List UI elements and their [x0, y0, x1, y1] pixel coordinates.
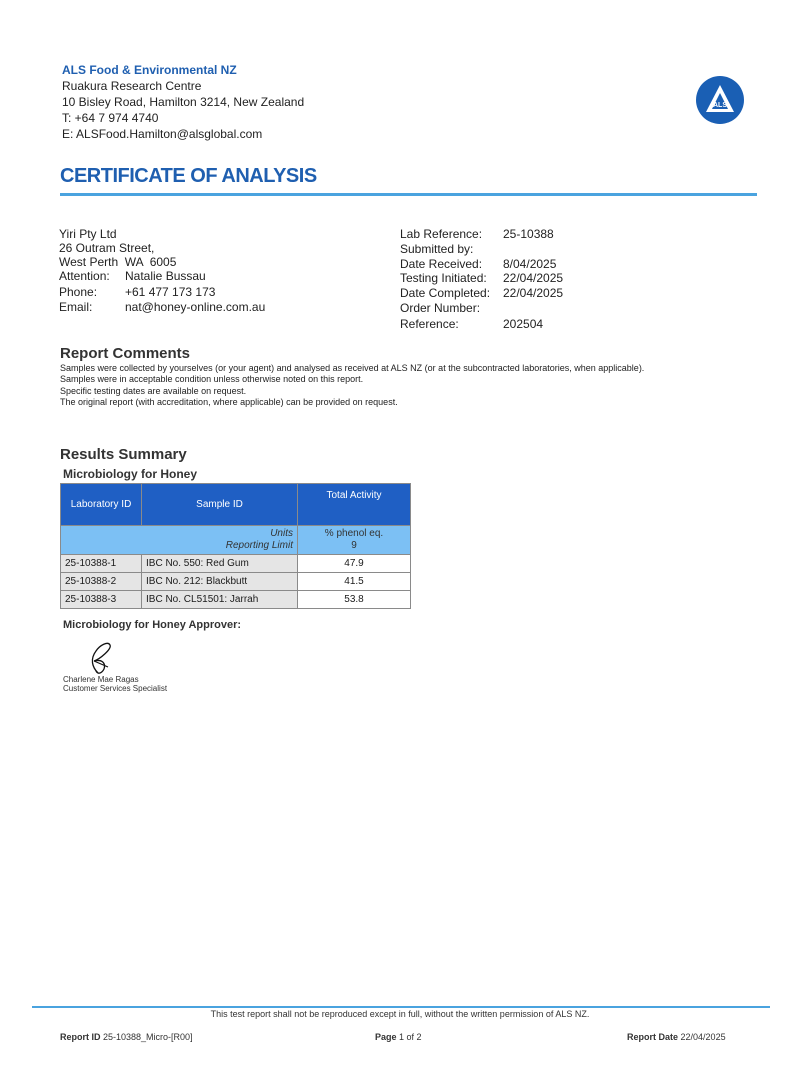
page-label: Page [375, 1032, 397, 1042]
lab-reference-label: Lab Reference: [400, 227, 483, 241]
date-received-value: 8/04/2025 [503, 257, 557, 271]
column-header-sample-id: Sample ID [142, 484, 298, 526]
results-table [60, 483, 411, 609]
table-row [61, 555, 411, 573]
report-date [627, 1032, 726, 1042]
email-value: nat@honey-online.com.au [125, 300, 266, 314]
table-header-row [61, 484, 411, 526]
lab-id-cell: 25-10388-2 [61, 573, 142, 591]
approver-heading: Microbiology for Honey Approver: [63, 619, 242, 631]
column-header-laboratory-id: Laboratory ID [61, 484, 142, 526]
date-completed-value: 22/04/2025 [503, 286, 564, 300]
phone-line: T: +64 7 974 4740 [62, 111, 159, 125]
signer-name: Charlene Mae Ragas [63, 675, 139, 684]
report-date-value: 22/04/2025 [680, 1032, 726, 1042]
attention-value: Natalie Bussau [125, 269, 206, 283]
logo-text: ALS [713, 102, 727, 109]
units-values-cell [298, 526, 411, 555]
testing-initiated-label: Testing Initiated: [400, 271, 487, 285]
date-received-label: Date Received: [400, 257, 483, 271]
date-completed-label: Date Completed: [400, 286, 491, 300]
table-row [61, 591, 411, 609]
reporting-limit-value: 9 [351, 540, 357, 551]
report-id-value: 25-10388_Micro-[R00] [103, 1032, 193, 1042]
table-row [61, 573, 411, 591]
email-label: Email: [59, 300, 93, 314]
units-row [61, 526, 411, 555]
comment-line: Specific testing dates are available on request. [60, 386, 247, 396]
report-date-label: Report Date [627, 1032, 679, 1042]
submitted-by-label: Submitted by: [400, 242, 474, 256]
results-subheading: Microbiology for Honey [63, 467, 198, 481]
units-labels-cell [61, 526, 298, 555]
units-value: % phenol eq. [324, 528, 384, 539]
page-number [375, 1032, 422, 1042]
phone-value: +61 477 173 173 [125, 285, 216, 299]
address-line: 10 Bisley Road, Hamilton 3214, New Zealand [62, 95, 305, 109]
lab-reference-value: 25-10388 [503, 227, 554, 241]
sample-id-cell: IBC No. 212: Blackbutt [142, 573, 298, 591]
email-line: E: ALSFood.Hamilton@alsglobal.com [62, 127, 263, 141]
total-activity-cell: 41.5 [298, 573, 411, 591]
footer-note: This test report shall not be reproduced except in full, without the written permission of ALS NZ. [210, 1009, 590, 1019]
page-title: CERTIFICATE OF ANALYSIS [60, 165, 317, 187]
attention-label: Attention: [59, 269, 110, 283]
address-line: Ruakura Research Centre [62, 79, 202, 93]
report-id [60, 1032, 193, 1042]
client-city: West Perth WA 6005 [59, 255, 177, 269]
sample-id-cell: IBC No. 550: Red Gum [142, 555, 298, 573]
reference-value: 202504 [503, 317, 544, 331]
testing-initiated-value: 22/04/2025 [503, 271, 564, 285]
report-comments-heading: Report Comments [60, 345, 191, 362]
comment-line: Samples were collected by yourselves (or your agent) and analysed as received at ALS NZ (or at the subcontracted laboratories, when applicable). [60, 363, 645, 373]
column-header-total-activity: Total Activity [298, 484, 411, 526]
company-name: ALS Food & Environmental NZ [62, 63, 237, 77]
client-name: Yiri Pty Ltd [59, 227, 117, 241]
lab-id-cell: 25-10388-1 [61, 555, 142, 573]
total-activity-cell: 47.9 [298, 555, 411, 573]
client-street: 26 Outram Street, [59, 241, 155, 255]
als-logo-icon [696, 76, 744, 124]
order-number-label: Order Number: [400, 301, 481, 315]
comment-line: The original report (with accreditation, where applicable) can be provided on request. [60, 397, 398, 407]
sample-id-cell: IBC No. CL51501: Jarrah [142, 591, 298, 609]
page-value: 1 of 2 [399, 1032, 422, 1042]
lab-id-cell: 25-10388-3 [61, 591, 142, 609]
report-id-label: Report ID [60, 1032, 101, 1042]
reporting-limit-label: Reporting Limit [225, 540, 293, 551]
reference-label: Reference: [400, 317, 459, 331]
footer-divider [32, 1006, 770, 1008]
phone-label: Phone: [59, 285, 98, 299]
title-divider [60, 193, 757, 196]
signer-role: Customer Services Specialist [63, 684, 168, 693]
als-logo [696, 76, 744, 124]
results-summary-heading: Results Summary [60, 446, 187, 463]
units-label: Units [270, 528, 293, 539]
total-activity-cell: 53.8 [298, 591, 411, 609]
comment-line: Samples were in acceptable condition unless otherwise noted on this report. [60, 374, 364, 384]
signer-block [63, 675, 167, 693]
